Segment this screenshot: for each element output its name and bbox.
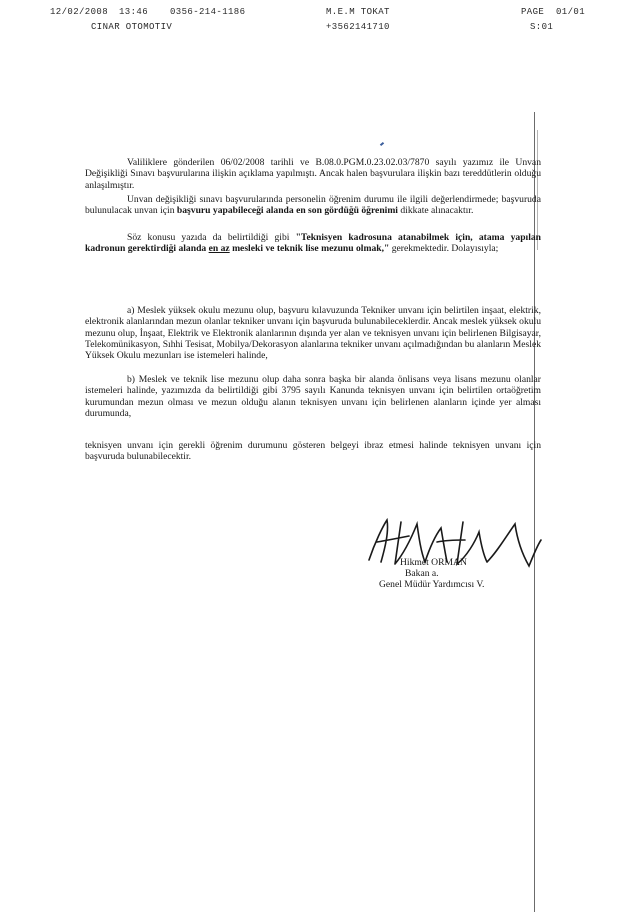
- paragraph-3-bold-underline: en az: [208, 243, 230, 255]
- paragraph-1: [85, 157, 541, 191]
- paragraph-2-bold: başvuru yapabileceği alanda en son gördüğü öğrenimi: [176, 205, 398, 217]
- paragraph-2-text-end: dikkate alınacaktır.: [397, 205, 474, 217]
- paragraph-3: [85, 232, 541, 255]
- fax-page-label: PAGE: [521, 7, 545, 17]
- fax-phone: 0356-214-1186: [170, 7, 246, 17]
- paragraph-closing: [85, 440, 541, 463]
- fax-number: +3562141710: [326, 22, 390, 32]
- letter-body-3: [85, 232, 541, 255]
- fax-sender: M.E.M TOKAT: [326, 7, 390, 17]
- paragraph-3-bold-end: mesleki ve teknik lise mezunu olmak,": [229, 243, 390, 255]
- signatory-name: Hikmet ORMAN: [400, 557, 467, 568]
- paragraph-b: [85, 374, 541, 419]
- paragraph-3-bold: "Teknisyen kadrosuna atanabilmek için, atama yapılan kadronun gerektirdiği alanda: [85, 232, 542, 255]
- paragraph-2: [85, 194, 541, 217]
- fax-company: CINAR OTOMOTIV: [91, 22, 173, 32]
- paragraph-a: [85, 305, 541, 361]
- signatory-title-2: Genel Müdür Yardımcısı V.: [379, 579, 485, 590]
- letter-body-2: [85, 194, 541, 217]
- paragraph-3-text-end: gerekmektedir. Dolayısıyla;: [389, 243, 499, 255]
- paragraph-closing-text: teknisyen unvanı için gerekli öğrenim durumunu gösteren belgeyi ibraz etmesi halinde teknisyen unvanı için başvuruda bulunabilecektir.: [85, 440, 541, 463]
- pen-mark: [380, 142, 384, 146]
- paragraph-b-text: b) Meslek ve teknik lise mezunu olup daha sonra başka bir alanda önlisans veya lisans mezunu olanlar istemeleri halinde, yazımızda da belirtildiği gibi 3795 sayılı Kanunda teknisyen unvanı için belirtilen ortaöğretim kurumundan mezun olması ve mezun olduğu alanın teknisyen unvanı için belirlenen alanların içinde yer alması durumunda,: [85, 374, 541, 419]
- letter-body-4: [85, 305, 541, 361]
- paragraph-3-text: Söz konusu yazıda da belirtildiği gibi: [127, 232, 296, 243]
- fax-page-value: 01/01: [556, 7, 586, 17]
- paragraph-2-text: Unvan değişikliği sınavı başvurularında personelin öğrenim durumu ile ilgili değerlendirmede; başvuruda bulunulacak unvan için: [85, 194, 541, 217]
- fax-time: 13:46: [119, 7, 149, 17]
- signatory-title-1: Bakan a.: [405, 568, 439, 579]
- fax-s-code: S:01: [530, 22, 554, 32]
- letter-body: [85, 157, 541, 191]
- paragraph-1-text: Valiliklere gönderilen 06/02/2008 tarihli ve B.08.0.PGM.0.23.02.03/7870 sayılı yazımız ile Unvan Değişikliği Sınavı başvurularına ilişkin açıklama yapılmıştı. Ancak halen başvurulara ilişkin bazı tereddütlerin olduğu anlaşılmıştır.: [85, 157, 541, 191]
- letter-body-6: [85, 440, 541, 463]
- letter-body-5: [85, 374, 541, 419]
- fax-date: 12/02/2008: [50, 7, 109, 17]
- paragraph-a-text: a) Meslek yüksek okulu mezunu olup, başvuru kılavuzunda Tekniker unvanı için belirtilen inşaat, elektrik, elektronik alanlarından mezun olanlar tekniker unvanı için başvuruda bulunabileceklerdir. Ancak meslek yüksek okulu mezunu olup, İnşaat, Elektrik ve Elektronik alanlarının dışında yer alan ve teknisyen unvanı için belirlenen Bilgisayar, Telekomünikasyon, Sıhhi Tesisat, Mobilya/Dekorasyon alanlarına tekniker unvanı açılmadığından bu alanların Meslek Yüksek Okulu mezunları ise istemeleri halinde,: [85, 305, 541, 362]
